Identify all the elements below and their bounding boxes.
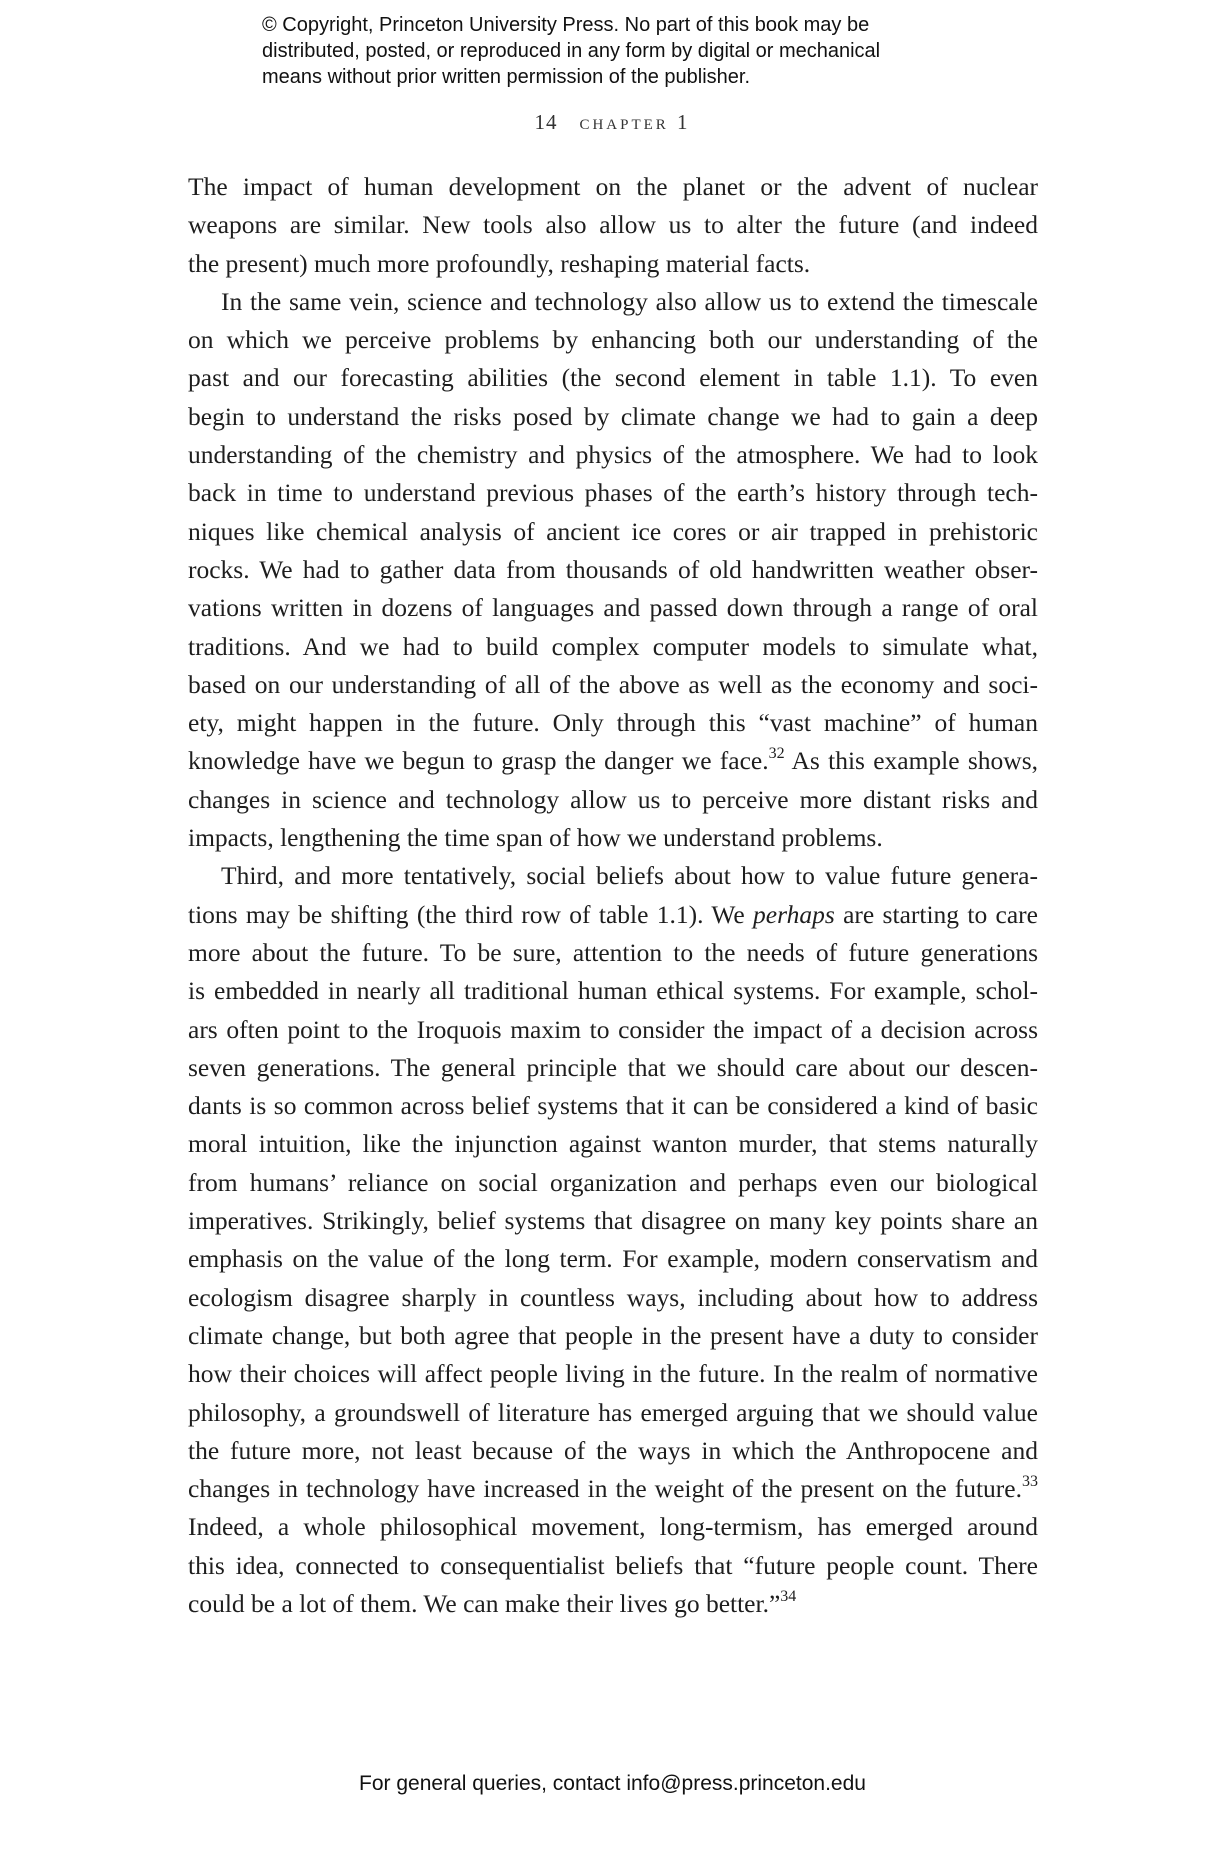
text-line: vations written in dozens of languages and passed down through a range of oral [188, 593, 1038, 623]
text-line: rocks. We had to gather data from thousands of old handwritten weather obser- [188, 554, 1038, 584]
text-line: ety, might happen in the future. Only through this “vast machine” of human [188, 708, 1038, 738]
copyright-line: distributed, posted, or reproduced in any form by digital or mechanical [262, 40, 881, 62]
text-line: is embedded in nearly all traditional human ethical systems. For example, schol- [188, 976, 1038, 1006]
text-line: from humans’ reliance on social organization and perhaps even our biological [188, 1167, 1038, 1197]
text-line: emphasis on the value of the long term. For example, modern conservatism and [188, 1244, 1038, 1274]
text-line: understanding of the chemistry and physics of the atmosphere. We had to look [188, 440, 1038, 470]
text-line: seven generations. The general principle that we should care about our descen- [188, 1052, 1038, 1082]
footnote-ref-32[interactable]: 32 [768, 745, 785, 763]
text-line: based on our understanding of all of the above as well as the economy and soci- [188, 669, 1038, 699]
text-line: past and our forecasting abilities (the second element in table 1.1). To even [188, 363, 1038, 393]
text-line [188, 1585, 1038, 1623]
text-line: In the same vein, science and technology also allow us to extend the timescale [221, 286, 1038, 316]
text-line: changes in science and technology allow us to perceive more distant risks and [188, 784, 1038, 814]
text-line: more about the future. To be sure, attention to the needs of future generations [188, 937, 1038, 967]
chapter-label: chapter 1 [579, 110, 691, 134]
text-line: back in time to understand previous phases of the earth’s history through tech- [188, 478, 1038, 508]
footnote-ref-34[interactable]: 34 [780, 1587, 797, 1605]
text-line: begin to understand the risks posed by climate change we had to gain a deep [188, 401, 1038, 431]
page-number: 14 [534, 110, 558, 134]
text-line: the future more, not least because of the ways in which the Anthropocene and [188, 1435, 1038, 1465]
text-line: ars often point to the Iroquois maxim to consider the impact of a decision across [188, 1014, 1038, 1044]
text-line: impacts, lengthening the time span of how we understand problems. [188, 823, 883, 853]
text-line: weapons are similar. New tools also allow us to alter the future (and indeed [188, 210, 1038, 240]
emphasis-text: perhaps [753, 899, 835, 929]
running-head [0, 110, 1225, 135]
text-line: on which we perceive problems by enhancing both our understanding of the [188, 325, 1038, 355]
text-line: this idea, connected to consequentialist beliefs that “future people count. There [188, 1550, 1038, 1580]
text-line: moral intuition, like the injunction against wanton murder, that stems naturally [188, 1129, 1038, 1159]
text-line: Third, and more tentatively, social beliefs about how to value future genera- [221, 861, 1038, 891]
text-fragment: changes in technology have increased in the weight of the present on the future. [188, 1474, 1022, 1504]
footnote-ref-33[interactable]: 33 [1022, 1473, 1038, 1491]
text-line: Indeed, a whole philosophical movement, long-termism, has emerged around [188, 1512, 1038, 1542]
text-line: dants is so common across belief systems that it can be considered a kind of basic [188, 1091, 1038, 1121]
text-line [188, 896, 1038, 934]
text-fragment: could be a lot of them. We can make their lives go better.” [188, 1588, 781, 1618]
copyright-notice [262, 12, 982, 90]
text-line: philosophy, a groundswell of literature has emerged arguing that we should value [188, 1397, 1038, 1427]
text-line: ecologism disagree sharply in countless ways, including about how to address [188, 1282, 1038, 1312]
footer-contact: For general queries, contact info@press.princeton.edu [359, 1772, 866, 1795]
text-line: how their choices will affect people living in the future. In the realm of normative [188, 1359, 1038, 1389]
copyright-line: © Copyright, Princeton University Press. No part of this book may be [262, 14, 870, 36]
text-line: niques like chemical analysis of ancient ice cores or air trapped in prehistoric [188, 516, 1038, 546]
text-fragment: tions may be shifting (the third row of table 1.1). We [188, 899, 754, 929]
text-line [188, 1470, 1038, 1508]
text-fragment: are starting to care [834, 899, 1038, 929]
copyright-line: means without prior written permission of the publisher. [262, 66, 751, 88]
text-line: traditions. And we had to build complex computer models to simulate what, [188, 631, 1038, 661]
text-line: imperatives. Strikingly, belief systems that disagree on many key points share an [188, 1206, 1038, 1236]
text-line [188, 742, 1038, 780]
text-line: The impact of human development on the planet or the advent of nuclear [188, 172, 1038, 201]
text-fragment: knowledge have we begun to grasp the danger we face. [188, 746, 769, 776]
text-line: the present) much more profoundly, reshaping material facts. [188, 248, 811, 278]
body-text [188, 168, 1038, 1623]
text-fragment: As this example shows, [784, 746, 1038, 776]
text-line: climate change, but both agree that people in the present have a duty to consider [188, 1320, 1038, 1350]
